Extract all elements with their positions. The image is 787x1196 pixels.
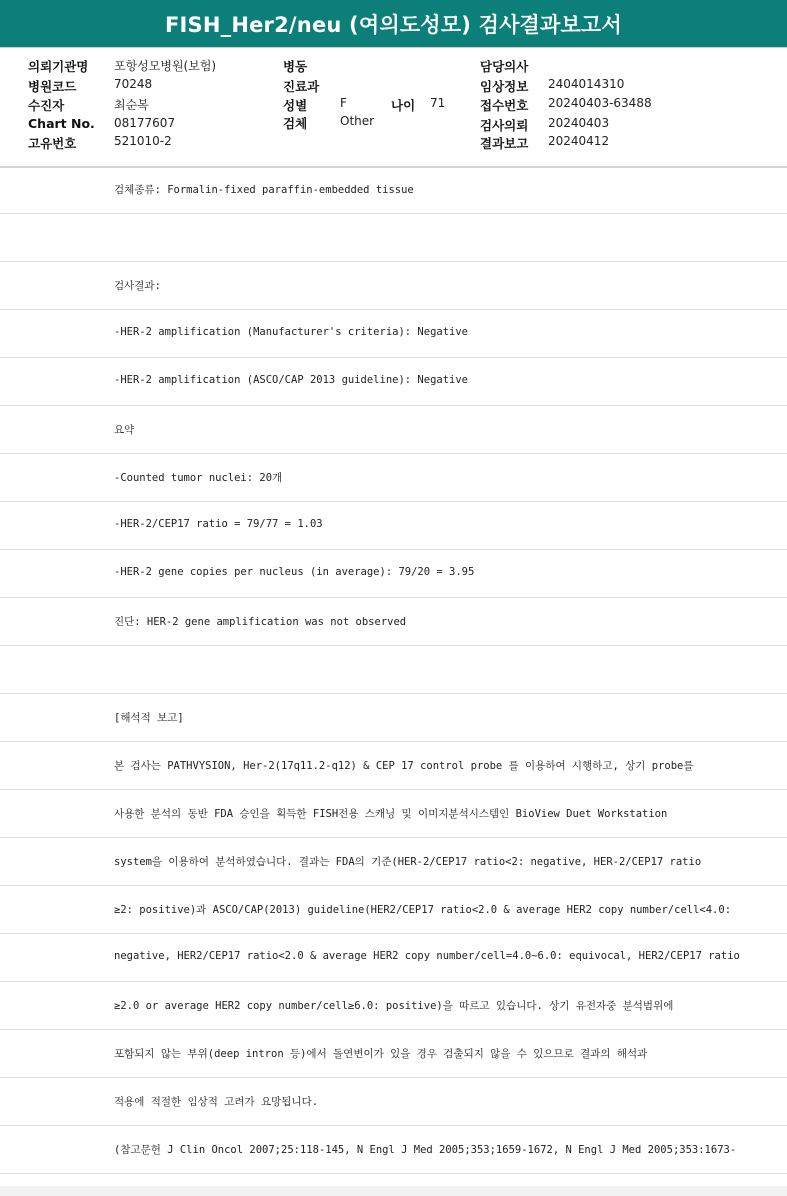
report-line-text: -HER-2 gene copies per nucleus (in average): 79/20 = 3.95 [114, 566, 475, 578]
report-line [0, 934, 787, 982]
patient-info-header [0, 49, 787, 168]
report-line-text: [해석적 보고] [114, 712, 184, 724]
institution-value: 포항성모병원(보험) [114, 59, 217, 73]
unique-no-label: 고유번호 [28, 136, 77, 151]
report-line [0, 790, 787, 838]
patient-value: 최순복 [114, 98, 149, 112]
patient-label: 수진자 [28, 98, 65, 113]
clinical-info-value: 2404014310 [548, 77, 625, 91]
report-date-label: 결과보고 [480, 136, 529, 151]
report-line [0, 262, 787, 310]
unique-no-value: 521010-2 [114, 134, 172, 148]
report-line-text: ≥2: positive)과 ASCO/CAP(2013) guideline(HER2/CEP17 ratio<2.0 & average HER2 copy number/cell<4.0: [114, 904, 732, 916]
receipt-no-label: 접수번호 [480, 98, 529, 113]
report-line-text: 요약 [114, 424, 135, 436]
report-line [0, 166, 787, 214]
report-line-text: 진단: HER-2 gene amplification was not observed [114, 616, 407, 628]
report-line-text: -Counted tumor nuclei: 20개 [114, 472, 283, 484]
specimen-value: Other [340, 114, 375, 128]
age-value: 71 [430, 96, 446, 110]
report-line-text: -HER-2 amplification (Manufacturer's criteria): Negative [114, 326, 469, 338]
bottom-scroll-strip [0, 1186, 787, 1196]
hospital-code-label: 병원코드 [28, 79, 77, 94]
request-date-label: 검사의뢰 [480, 118, 529, 133]
chart-no-label: Chart No. [28, 116, 95, 131]
report-body [0, 166, 787, 1174]
report-line [0, 502, 787, 550]
report-line [0, 310, 787, 358]
report-line [0, 694, 787, 742]
ward-label: 병동 [283, 59, 308, 74]
report-line-text: ≥2.0 or average HER2 copy number/cell≥6.0: positive)을 따르고 있습니다. 상기 유전자중 분석범위에 [114, 1000, 674, 1012]
report-line-text: system을 이용하여 분석하였습니다. 결과는 FDA의 기준(HER-2/CEP17 ratio<2: negative, HER-2/CEP17 ratio [114, 856, 702, 868]
department-label: 진료과 [283, 79, 320, 94]
report-date-value: 20240412 [548, 134, 610, 148]
report-line [0, 358, 787, 406]
report-line-text: 적용에 적절한 임상적 고려가 요망됩니다. [114, 1096, 319, 1108]
sex-value: F [340, 96, 347, 110]
report-line [0, 982, 787, 1030]
report-line-text: negative, HER2/CEP17 ratio<2.0 & average HER2 copy number/cell=4.0~6.0: equivocal, HER2/CEP17 ratio [114, 950, 740, 962]
report-line [0, 646, 787, 694]
report-line [0, 406, 787, 454]
receipt-no-value: 20240403-63488 [548, 96, 652, 110]
report-line [0, 886, 787, 934]
report-line-text: 본 검사는 PATHVYSION, Her-2(17q11.2-q12) & CEP 17 control probe 를 이용하여 시행하고, 상기 probe를 [114, 760, 694, 772]
sex-label: 성별 [283, 98, 308, 113]
report-line [0, 838, 787, 886]
report-line [0, 550, 787, 598]
report-line [0, 598, 787, 646]
hospital-code-value: 70248 [114, 77, 153, 91]
clinical-info-label: 임상정보 [480, 79, 529, 94]
report-title: FISH_Her2/neu (여의도성모) 검사결과보고서 [164, 12, 622, 37]
report-line [0, 742, 787, 790]
report-title-bar [0, 0, 787, 48]
request-date-value: 20240403 [548, 116, 610, 130]
report-line-text: 검사결과: [114, 280, 161, 292]
report-line-text: 검체종류: Formalin-fixed paraffin-embedded tissue [114, 184, 414, 196]
age-label: 나이 [391, 98, 416, 113]
report-line-text: -HER-2 amplification (ASCO/CAP 2013 guideline): Negative [114, 374, 469, 386]
report-line-text: -HER-2/CEP17 ratio = 79/77 = 1.03 [114, 518, 323, 530]
report-line-text: 포함되지 않는 부위(deep intron 등)에서 돌연변이가 있을 경우 검출되지 않을 수 있으므로 결과의 해석과 [114, 1048, 648, 1060]
report-line [0, 454, 787, 502]
report-line-text: (참고문헌 J Clin Oncol 2007;25:118-145, N Engl J Med 2005;353;1659-1672, N Engl J Med 2005;353:1673- [114, 1144, 737, 1156]
report-line [0, 214, 787, 262]
institution-label: 의뢰기관명 [28, 59, 89, 74]
doctor-label: 담당의사 [480, 59, 529, 74]
report-line [0, 1078, 787, 1126]
report-line [0, 1126, 787, 1174]
specimen-label: 검체 [283, 116, 308, 131]
chart-no-value: 08177607 [114, 116, 176, 130]
report-line-text: 사용한 분석의 동반 FDA 승인을 획득한 FISH전용 스캐닝 및 이미지분석시스템인 BioView Duet Workstation [114, 808, 668, 820]
report-line [0, 1030, 787, 1078]
